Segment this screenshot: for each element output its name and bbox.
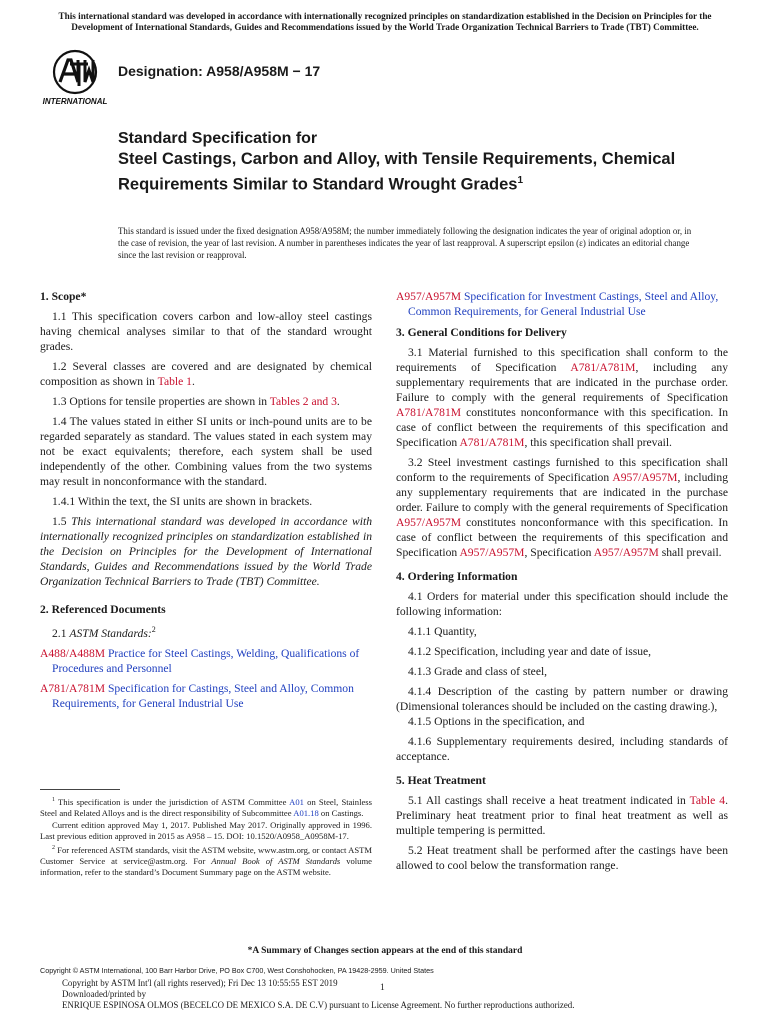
list-item-4-1-6: 4.1.6 Supplementary requirements desired, including standards of acceptance.	[396, 735, 728, 763]
para-1-5-text: This international standard was developed in accordance with internationally recognized principles on standardization established in the Decision on Principles for the Development of International Standards, Guides and Recommendations issued by the World Trade Organization Technical Barriers to Trade (TBT) Committee.	[40, 515, 372, 588]
para-1-3-text: 1.3 Options for tensile properties are shown in	[52, 395, 270, 408]
footnote-1	[40, 795, 372, 819]
standard-title	[118, 128, 678, 196]
footnote-2	[40, 843, 372, 878]
para-1-5-num: 1.5	[52, 515, 72, 528]
footnote-1-a: This specification is under the jurisdiction of ASTM Committee	[55, 796, 290, 807]
footnote-2-italic: Annual Book of ASTM Standards	[211, 855, 341, 866]
section-5-heading: 5. Heat Treatment	[396, 774, 486, 787]
para-3-2-c: constitutes nonconformance with this specification. In case of conflict between the requirements of this specification and Specification	[396, 516, 728, 559]
para-2-1-num: 2.1	[52, 626, 70, 640]
a957-link-3[interactable]: A957/A957M	[459, 546, 525, 559]
title-main: Steel Castings, Carbon and Alloy, with Tensile Requirements, Chemical Requirements Similar to Standard Wrought Grades	[118, 150, 676, 194]
ref-a781-title[interactable]: Specification for Castings, Steel and Alloy, Common Requirements, for General Industrial Use	[52, 681, 354, 710]
para-1-3-end: .	[336, 395, 340, 408]
para-1-5	[40, 514, 372, 589]
para-1-2-end: .	[191, 375, 195, 388]
right-column	[396, 289, 728, 878]
page-number: 1	[380, 983, 385, 993]
subcommittee-a01-18-link[interactable]: A01.18	[293, 807, 319, 818]
footnote-1-mark: 1	[52, 797, 55, 803]
list-item-4-1-4: 4.1.4 Description of the casting by pattern number or drawing (Dimensional tolerances should be included on the casting drawing.),	[396, 685, 728, 713]
para-5-1	[396, 793, 728, 838]
footnote-1-b: on Steel, Stainless Steel and Related Alloys and is the direct responsibility of Subcommittee	[40, 796, 372, 818]
footnote-divider	[40, 789, 120, 790]
footnote-2-mark: 2	[151, 625, 156, 634]
section-1-heading: 1. Scope*	[40, 290, 87, 303]
download-line-3: ENRIQUE ESPINOSA OLMOS (BECELCO DE MEXICO S.A. DE C.V) pursuant to License Agreement. No further reproductions authorized.	[62, 1000, 575, 1010]
issue-note: This standard is issued under the fixed designation A958/A958M; the number immediately following the designation indicates the year of original adoption or, in the case of revision, the year of last revision. A number in parentheses indicates the year of last reapproval. A superscript epsilon (ε) indicates an editorial change since the last revision or reapproval.	[118, 226, 692, 260]
ref-a488-title[interactable]: Practice for Steel Castings, Welding, Qualifications of Procedures and Personnel	[52, 646, 360, 675]
para-3-1-c: constitutes nonconformance with this specification. In case of conflict between the requirements of this specification and Specification	[396, 406, 728, 449]
ref-a957[interactable]	[396, 289, 728, 319]
ref-a488-code[interactable]: A488/A488M	[40, 646, 106, 660]
ref-a957-title[interactable]: Specification for Investment Castings, Steel and Alloy, Common Requirements, for General Industrial Use	[408, 290, 719, 318]
list-item-4-1-1: 4.1.1 Quantity,	[408, 625, 477, 638]
para-3-2-e: shall prevail.	[658, 546, 722, 559]
astm-standards-label: ASTM Standards:	[69, 626, 152, 640]
download-info	[62, 978, 722, 1011]
para-3-2-a: 3.2 Steel investment castings furnished to this specification shall conform to the requirements of Specification	[396, 456, 728, 484]
list-item-4-1-3: 4.1.3 Grade and class of steel,	[408, 665, 548, 678]
astm-logo	[40, 48, 110, 106]
para-1-2	[40, 359, 372, 389]
ref-a488[interactable]	[40, 646, 372, 676]
left-column	[40, 289, 372, 716]
ref-a781[interactable]	[40, 681, 372, 711]
top-notice: This international standard was developed in accordance with internationally recognized principles on standardization established in the Decision on Principles for the Development of International Standards, Guides and Recommendations issued by the World Trade Organization Technical Barriers to Trade (TBT) Committee.	[58, 11, 712, 32]
summary-of-changes-note: *A Summary of Changes section appears at the end of this standard	[247, 946, 523, 956]
para-1-4-1: 1.4.1 Within the text, the SI units are shown in brackets.	[52, 495, 313, 508]
a957-link-2[interactable]: A957/A957M	[396, 516, 462, 529]
footnote-1-c: on Castings.	[318, 807, 364, 818]
para-3-2	[396, 455, 728, 560]
para-5-1-end: . Preliminary heat treatment prior to final heat treatment as well as multiple tempering is permitted.	[396, 794, 728, 837]
a957-link-1[interactable]: A957/A957M	[612, 471, 678, 484]
ref-a781-code[interactable]: A781/A781M	[40, 681, 106, 695]
committee-a01-link[interactable]: A01	[289, 796, 304, 807]
table-4-link[interactable]: Table 4	[689, 794, 726, 807]
designation: Designation: A958/A958M − 17	[118, 63, 321, 79]
footnotes	[40, 795, 372, 879]
para-5-2: 5.2 Heat treatment shall be performed after the castings have been allowed to cool below the transformation range.	[396, 844, 728, 872]
footnote-2-a: For referenced ASTM standards, visit the ASTM website, www.astm.org, or contact ASTM Customer Service at service@astm.org. For	[40, 844, 372, 866]
para-1-3	[40, 394, 372, 409]
para-3-2-d: , Specification	[524, 546, 594, 559]
para-1-1: 1.1 This specification covers carbon and low-alloy steel castings having chemical analyses similar to that of the standard wrought grades.	[40, 310, 372, 353]
para-3-2-b: , including any supplementary requirements that are indicated in the purchase order. Failure to comply with the general requirements of Specification	[396, 471, 728, 514]
a957-link-4[interactable]: A957/A957M	[593, 546, 659, 559]
para-3-1-d: , this specification shall prevail.	[524, 436, 672, 449]
logo-subtext: INTERNATIONAL	[42, 97, 108, 106]
title-prefix: Standard Specification for	[118, 130, 318, 147]
footnote-1-edition: Current edition approved May 1, 2017. Published May 2017. Originally approved in 1996. Last previous edition approved in 2015 as A958 – 15. DOI: 10.1520/A0958_A0958M-17.	[40, 819, 372, 841]
astm-logo-icon	[40, 48, 110, 106]
a781-link-3[interactable]: A781/A781M	[459, 436, 525, 449]
para-4-1: 4.1 Orders for material under this specification should include the following information:	[396, 590, 728, 618]
para-5-1-text: 5.1 All castings shall receive a heat treatment indicated in	[408, 794, 690, 807]
footnote-2-mark-bottom: 2	[52, 844, 55, 851]
para-1-2-text: 1.2 Several classes are covered and are designated by chemical composition as shown in	[40, 360, 372, 388]
list-item-4-1-5: 4.1.5 Options in the specification, and	[408, 715, 585, 728]
a781-link-2[interactable]: A781/A781M	[396, 406, 462, 419]
a781-link-1[interactable]: A781/A781M	[570, 361, 636, 374]
para-3-1-b: , including any supplementary requirements that are indicated in the purchase order. Failure to comply with the general requirements of Specification	[396, 361, 729, 404]
footnote-2-b: volume information, refer to the standard’s Document Summary page on the ASTM website.	[40, 855, 372, 877]
para-3-1	[396, 345, 728, 450]
download-line-2: Downloaded/printed by	[62, 989, 147, 999]
ref-a957-code[interactable]: A957/A957M	[396, 290, 462, 303]
table-1-link[interactable]: Table 1	[157, 375, 192, 388]
para-3-1-a: 3.1 Material furnished to this specification shall conform to the requirements of Specification	[396, 346, 728, 374]
section-3-heading: 3. General Conditions for Delivery	[396, 326, 567, 339]
tables-2-3-link[interactable]: Tables 2 and 3	[269, 395, 337, 408]
para-2-1	[40, 622, 372, 641]
title-footnote-mark: 1	[517, 175, 523, 186]
copyright-line: Copyright © ASTM International, 100 Barr Harbor Drive, PO Box C700, West Conshohocken, PA 19428-2959. United States	[40, 966, 434, 975]
download-line-1: Copyright by ASTM Int'l (all rights reserved); Fri Dec 13 10:55:55 EST 2019	[62, 978, 338, 988]
section-4-heading: 4. Ordering Information	[396, 570, 518, 583]
list-item-4-1-2: 4.1.2 Specification, including year and date of issue,	[408, 645, 652, 658]
section-2-heading: 2. Referenced Documents	[40, 603, 166, 616]
para-1-4: 1.4 The values stated in either SI units or inch-pound units are to be regarded separately as standard. The values stated in each system may not be exact equivalents; therefore, each system shall be used independently of the other. Combining values from the two systems may result in nonconformance with the standard.	[40, 415, 372, 488]
